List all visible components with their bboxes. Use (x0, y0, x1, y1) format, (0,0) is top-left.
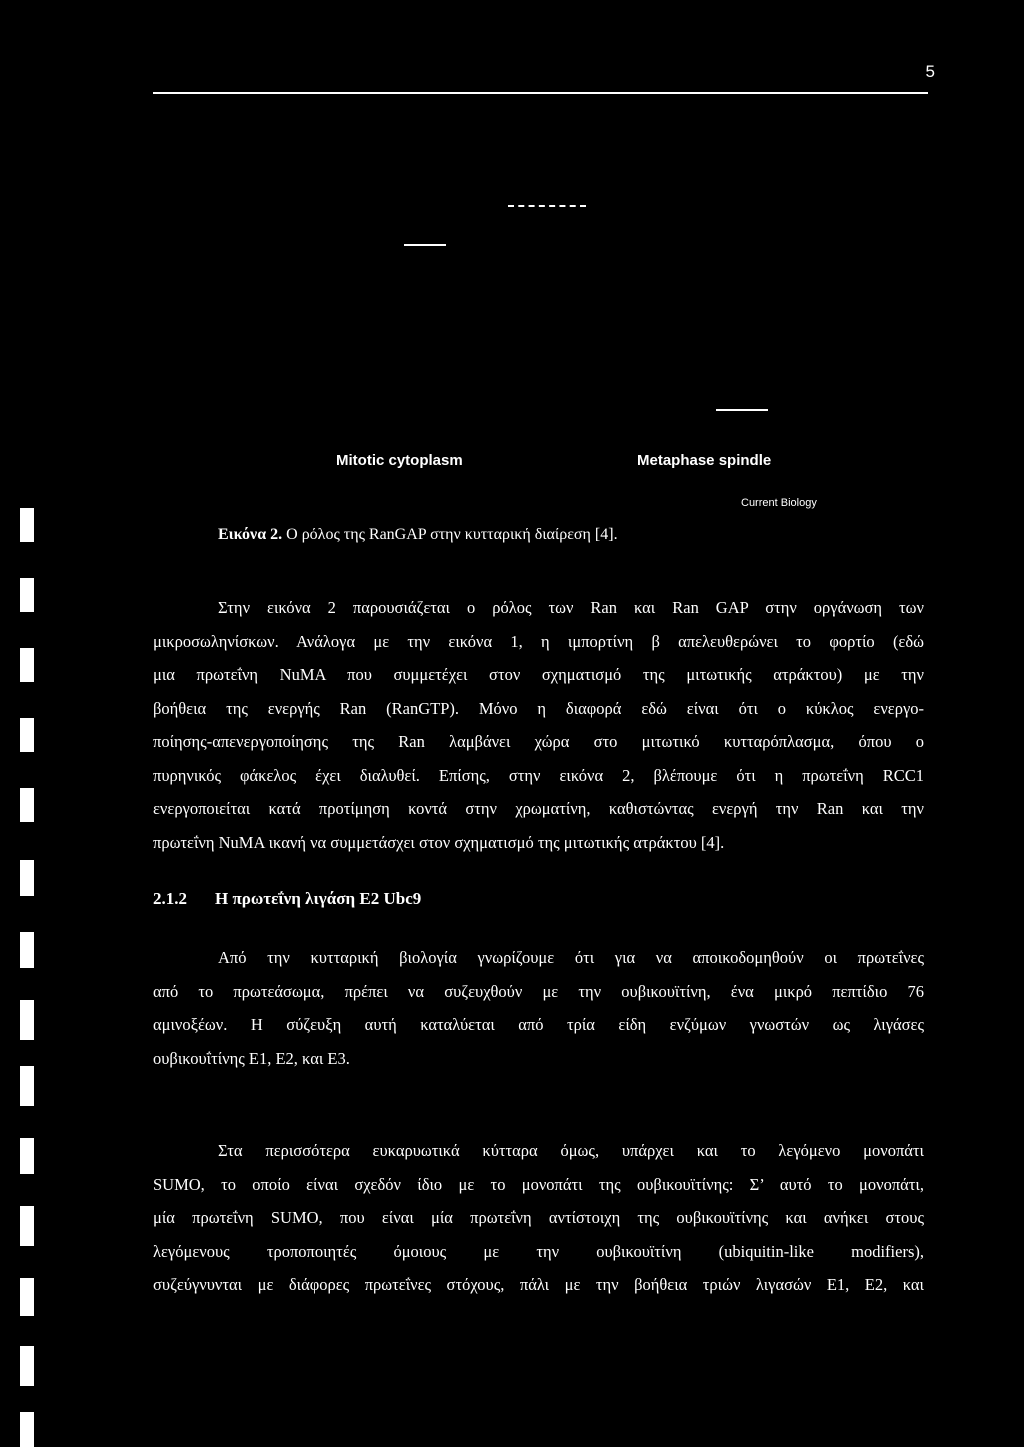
paragraph-line: ουβικουΐτίνης E1, E2, και E3. (153, 1048, 350, 1068)
scan-edge-mark (20, 718, 34, 752)
scan-edge-mark (20, 1412, 34, 1447)
scan-edge-mark (20, 1138, 34, 1174)
paragraph-line: SUMO, το οποίο είναι σχεδόν ίδιο με το μονοπάτι της ουβικουϊτίνης: Σ’ αυτό το μονοπάτι, (153, 1174, 924, 1194)
figure-credit: Current Biology (741, 497, 817, 509)
paragraph-line: Από την κυτταρική βιολογία γνωρίζουμε ότι για να αποικοδομηθούν οι πρωτεΐνες (218, 948, 924, 967)
scan-edge-mark (20, 1206, 34, 1246)
section-title: Η πρωτεΐνη λιγάση E2 Ubc9 (215, 889, 422, 908)
paragraph-line: αμινοξέων. Η σύζευξη αυτή καταλύεται από τρία είδη ενζύμων γνωστών ως λιγάσες (153, 1015, 924, 1034)
paragraph-line: από το πρωτεάσωμα, πρέπει να συζευχθούν με την ουβικουϊτίνη, ένα μικρό πεπτίδιο 76 (153, 981, 924, 1001)
paragraph-line: βοήθεια της ενεργής Ran (RanGTP). Μόνο η διαφορά εδώ είναι ότι ο κύκλος ενεργο- (153, 698, 924, 718)
scan-edge-mark (20, 1346, 34, 1386)
paragraph-sumo (153, 1134, 924, 1302)
scan-edge-mark (20, 788, 34, 822)
paragraph-line: μια πρωτεΐνη NuMA που συμμετέχει στον σχηματισμό της μιτωτικής ατράκτου) με την (153, 665, 924, 684)
figure-dash-mark (508, 205, 586, 207)
scan-edge-mark (20, 860, 34, 896)
scan-edge-mark (20, 932, 34, 968)
scan-edge-mark (20, 508, 34, 542)
figure-rule-mark (716, 409, 768, 411)
paragraph-line: λεγόμενους τροποποιητές όμοιους με την ουβικουϊτίνη (ubiquitin-like modifiers), (153, 1241, 924, 1261)
paragraph-line: Στην εικόνα 2 παρουσιάζεται ο ρόλος των Ran και Ran GAP στην οργάνωση των (218, 598, 924, 617)
scan-edge-mark (20, 578, 34, 612)
paragraph-line: Στα περισσότερα ευκαρυωτικά κύτταρα όμως, υπάρχει και το λεγόμενο μονοπάτι (218, 1141, 924, 1160)
header-rule (153, 92, 928, 94)
paragraph-line: ποίησης-απενεργοποίησης της Ran λαμβάνει χώρα στο μιτωτικό κυτταρόπλασμα, όπου ο (153, 732, 924, 751)
section-number: 2.1.2 (153, 889, 187, 908)
paragraph-ubiquitin (153, 941, 924, 1075)
paragraph-line: μία πρωτεΐνη SUMO, που είναι μία πρωτεΐνη αντίστοιχη της ουβικουϊτίνης και ανήκει στους (153, 1208, 924, 1227)
paragraph-line: ενεργοποιείται κατά προτίμηση κοντά στην χρωματίνη, καθιστώντας ενεργή την Ran και την (153, 799, 924, 818)
section-heading (153, 889, 421, 909)
caption-text: Ο ρόλος της RanGAP στην κυτταρική διαίρεση [4]. (286, 526, 618, 543)
scan-edge-mark (20, 1000, 34, 1040)
caption-prefix: Εικόνα 2. (218, 526, 283, 543)
paragraph-figure-description (153, 591, 924, 859)
scan-edge-mark (20, 648, 34, 682)
paragraph-line: μικροσωληνίσκων. Ανάλογα με την εικόνα 1, η ιμπορτίνη β απελευθερώνει το φορτίο (εδώ (153, 631, 924, 651)
scan-edge-mark (20, 1278, 34, 1316)
paragraph-line: πρωτεΐνη NuMA ικανή να συμμετάσχει στον σχηματισμό της μιτωτικής ατράκτου [4]. (153, 832, 725, 852)
figure-rule-mark (404, 244, 446, 246)
figure-label-mitotic-cytoplasm: Mitotic cytoplasm (336, 452, 463, 469)
figure-caption (218, 526, 618, 544)
figure-label-metaphase-spindle: Metaphase spindle (637, 452, 772, 469)
paragraph-line: συζεύγνυνται με διάφορες πρωτεΐνες στόχους, πάλι με την βοήθεια τριών λιγασών E1, E2, και (153, 1275, 924, 1294)
paragraph-line: πυρηνικός φάκελος έχει διαλυθεί. Επίσης, στην εικόνα 2, βλέπουμε ότι η πρωτεΐνη RCC1 (153, 765, 924, 785)
scan-edge-mark (20, 1066, 34, 1106)
page-number: 5 (925, 62, 935, 81)
